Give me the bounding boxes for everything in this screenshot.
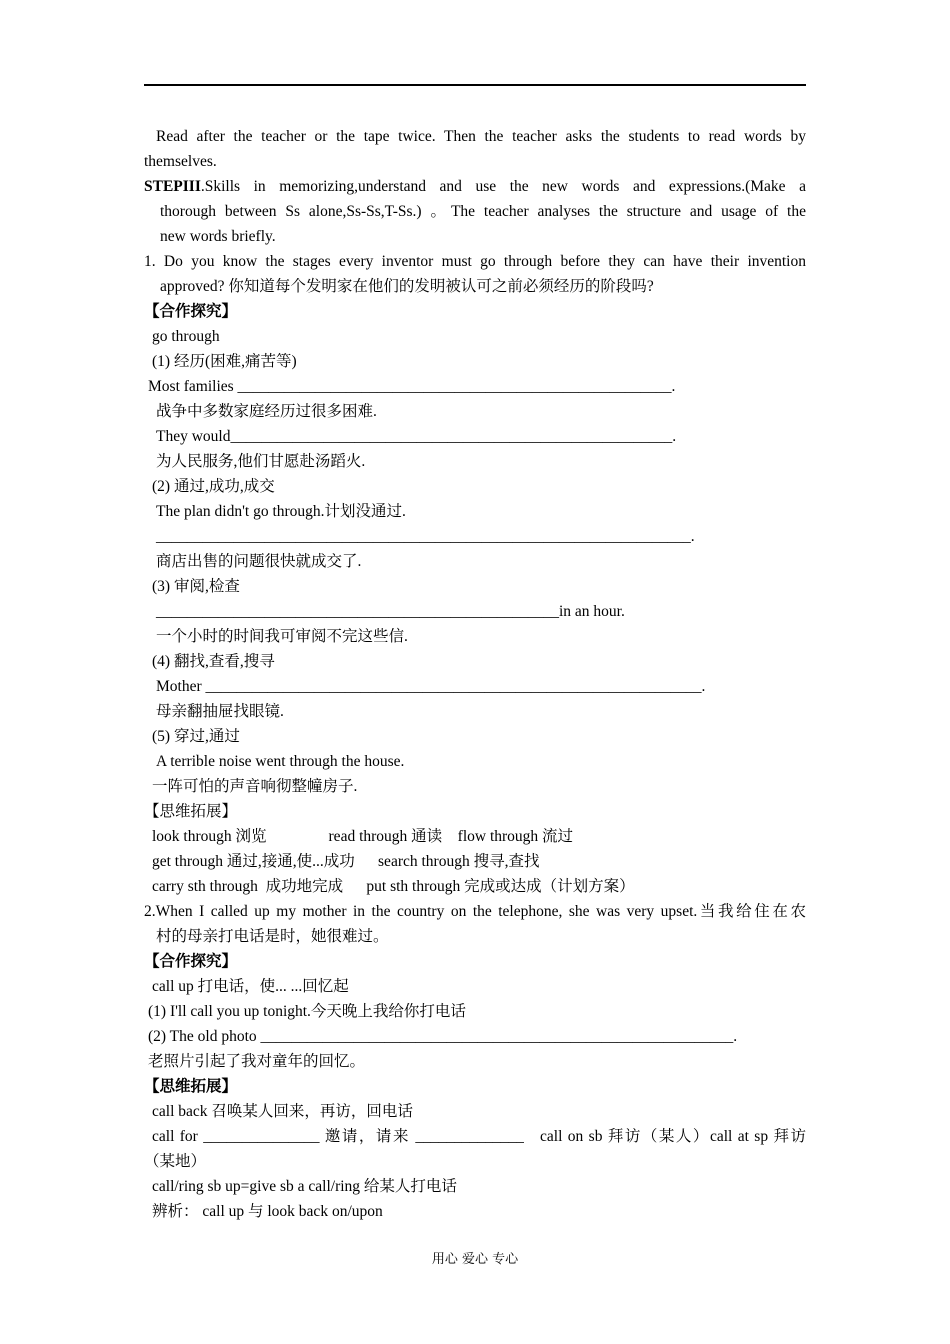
expansion-line: call back 召唤某人回来，再访，回电话 xyxy=(152,1103,413,1120)
text-line: 战争中多数家庭经历过很多困难. xyxy=(156,403,377,420)
section-heading: 【思维拓展】 xyxy=(144,803,238,820)
phrase-heading: call up 打电话，使... ...回忆起 xyxy=(152,978,349,995)
text-line: 商店出售的问题很快就成交了. xyxy=(156,553,362,570)
text-line: The plan didn't go through.计划没通过. xyxy=(156,503,406,520)
expansion-line: carry sth through 成功地完成 put sth through 完成或达成（计划方案） xyxy=(152,878,635,895)
meaning-heading: (2) 通过,成功,成交 xyxy=(152,478,275,495)
header-rule xyxy=(144,84,806,86)
text-line: Read after the teacher or the tape twice. Then the teacher asks the students to read words by xyxy=(156,128,806,145)
text-line: A terrible noise went through the house. xyxy=(156,753,405,770)
question-1: 1. Do you know the stages every inventor must go through before they can have their invention xyxy=(144,253,806,270)
phrase-heading: go through xyxy=(152,328,220,345)
text-line: 母亲翻抽屉找眼镜. xyxy=(156,703,284,720)
text-line: (1) I'll call you up tonight.今天晚上我给你打电话 xyxy=(148,1003,466,1020)
section-heading: 【合作探究】 xyxy=(144,303,238,320)
meaning-heading: (5) 穿过,通过 xyxy=(152,728,240,745)
text-line: themselves. xyxy=(144,153,217,170)
text-line: 辨析： call up 与 look back on/upon xyxy=(152,1203,383,1220)
text-line: new words briefly. xyxy=(160,228,276,245)
fill-blank-line: Most families ________________________________________________________. xyxy=(148,378,676,395)
expansion-line: get through 通过,接通,使...成功 search through 搜寻,查找 xyxy=(152,853,540,870)
meaning-heading: (3) 审阅,检查 xyxy=(152,578,240,595)
expansion-line: call/ring sb up=give sb a call/ring 给某人打电话 xyxy=(152,1178,457,1195)
step-heading xyxy=(144,174,806,199)
section-heading: 【合作探究】 xyxy=(144,953,238,970)
text-line: 一阵可怕的声音响彻整幢房子. xyxy=(152,778,358,795)
text-line: approved? 你知道每个发明家在他们的发明被认可之前必须经历的阶段吗? xyxy=(160,278,654,295)
step-label: STEPIII xyxy=(144,178,201,195)
text-line: 为人民服务,他们甘愿赴汤蹈火. xyxy=(156,453,366,470)
expansion-line: look through 浏览 read through 通读 flow through 流过 xyxy=(152,828,574,845)
page-footer: 用心 爱心 专心 xyxy=(431,1252,519,1267)
text-line: 一个小时的时间我可审阅不完这些信. xyxy=(156,628,408,645)
section-heading: 【思维拓展】 xyxy=(144,1078,238,1095)
fill-blank-line: _____________________________________________________________________. xyxy=(156,528,695,545)
fill-blank-line: call for _______________ 邀请，请来 ______________ call on sb 拜访（某人）call at sp 拜访 xyxy=(152,1128,806,1145)
text-line: thorough between Ss alone,Ss-Ss,T-Ss.) 。The teacher analyses the structure and usage of the xyxy=(160,203,806,220)
question-2: 2.When I called up my mother in the country on the telephone, she was very upset.当我给住在农 xyxy=(144,903,806,920)
fill-blank-line: Mother ________________________________________________________________. xyxy=(156,678,706,695)
fill-blank-line: (2) The old photo _____________________________________________________________. xyxy=(148,1028,738,1045)
text-line: （某地） xyxy=(144,1153,207,1170)
step-text: .Skills in memorizing,understand and use the new words and expressions.(Make a xyxy=(200,178,806,195)
fill-blank-line: They would_________________________________________________________. xyxy=(156,428,677,445)
meaning-heading: (1) 经历(困难,痛苦等) xyxy=(152,353,297,370)
meaning-heading: (4) 翻找,查看,搜寻 xyxy=(152,653,275,670)
fill-blank-line: ____________________________________________________in an hour. xyxy=(156,603,625,620)
text-line: 村的母亲打电话是时，她很难过。 xyxy=(156,928,389,945)
text-line: 老照片引起了我对童年的回忆。 xyxy=(148,1053,366,1070)
